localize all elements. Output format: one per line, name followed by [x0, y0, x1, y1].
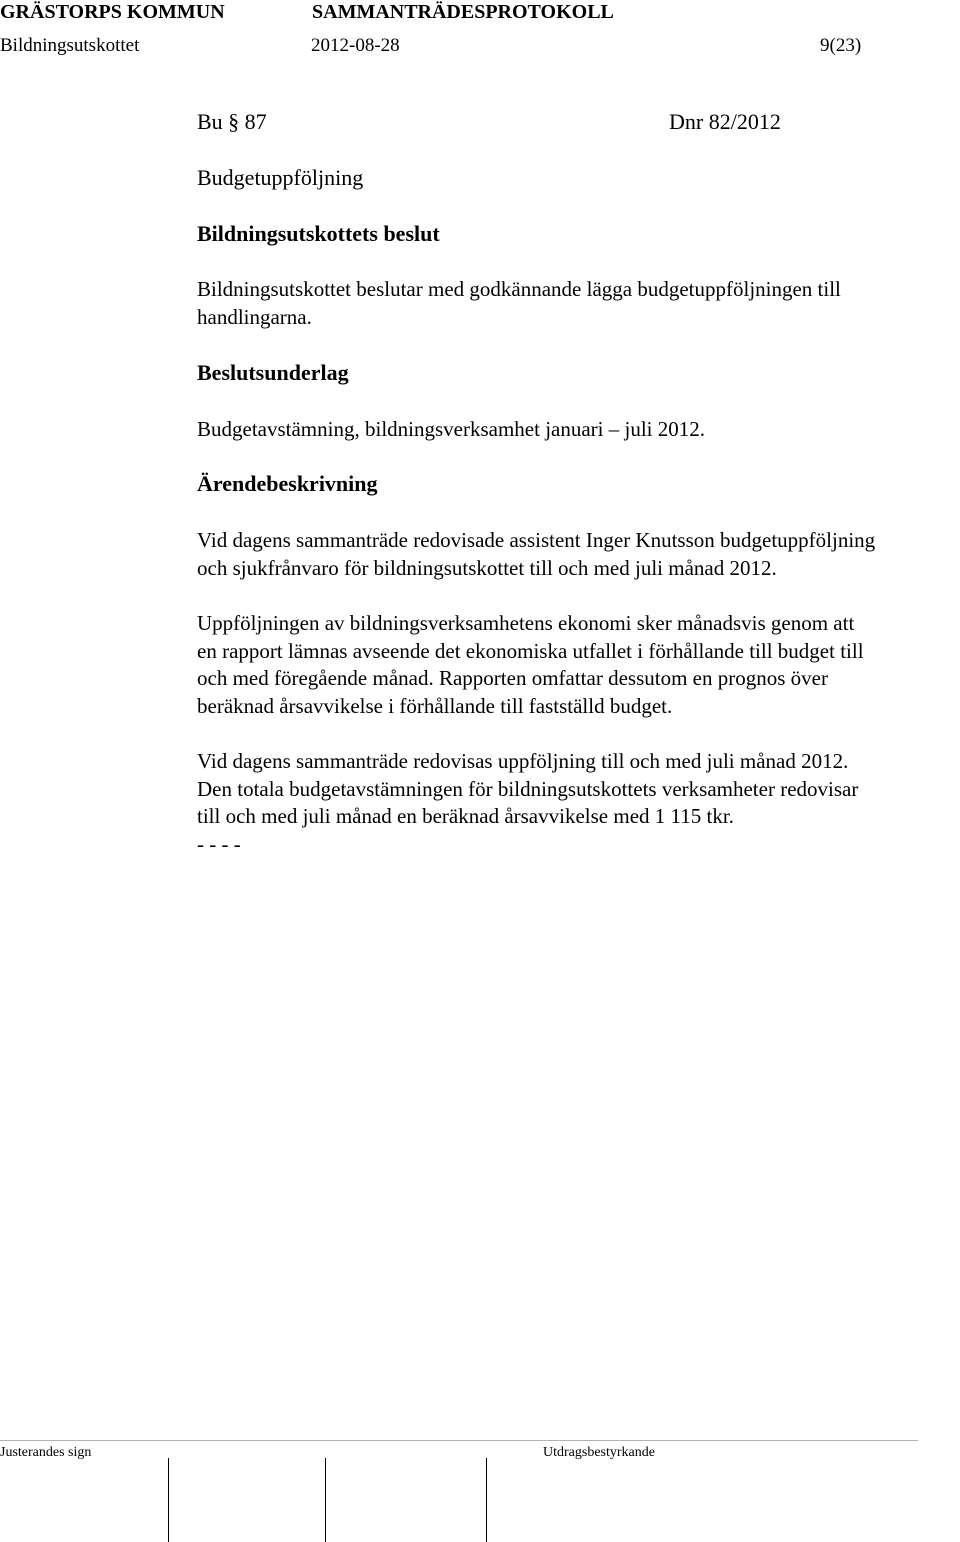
- signature-divider: [325, 1458, 326, 1542]
- paragraph-line: Vid dagens sammanträde redovisas uppföljning till och med juli månad 2012.: [197, 749, 849, 773]
- footer-divider: [0, 1440, 918, 1441]
- signature-divider: [486, 1458, 487, 1542]
- decision-line: handlingarna.: [197, 304, 312, 329]
- basis-text: Budgetavstämning, bildningsverksamhet januari – juli 2012.: [197, 417, 706, 441]
- decision-text: [197, 276, 957, 331]
- paragraph-line: till och med juli månad en beräknad årsavvikelse med 1 115 tkr.: [197, 804, 734, 829]
- description-paragraph-2: [197, 610, 957, 721]
- meeting-date: 2012-08-28: [311, 35, 400, 56]
- paragraph-line: Uppföljningen av bildningsverksamhetens ekonomi sker månadsvis genom att: [197, 611, 855, 635]
- description-paragraph-1: [197, 527, 957, 582]
- municipality-name: GRÄSTORPS KOMMUN: [0, 1, 225, 23]
- dnr-number: Dnr 82/2012: [669, 109, 781, 134]
- signature-divider: [168, 1458, 169, 1542]
- end-mark: - - - -: [197, 832, 241, 857]
- section-number: Bu § 87: [197, 109, 267, 134]
- adjusters-sign-label: Justerandes sign: [0, 1445, 92, 1460]
- decision-heading: Bildningsutskottets beslut: [197, 221, 440, 246]
- paragraph-line: och sjukfrånvaro för bildningsutskottet till och med juli månad 2012.: [197, 555, 777, 580]
- paragraph-line: och med föregående månad. Rapporten omfattar dessutom en prognos över: [197, 666, 828, 691]
- paragraph-line: Den totala budgetavstämningen för bildningsutskottets verksamheter redovisar: [197, 776, 859, 801]
- paragraph-line: Vid dagens sammanträde redovisade assistent Inger Knutsson budgetuppföljning: [197, 528, 876, 552]
- committee-name: Bildningsutskottet: [0, 35, 140, 56]
- document-type: SAMMANTRÄDESPROTOKOLL: [312, 1, 614, 23]
- paragraph-line: beräknad årsavvikelse i förhållande till fastställd budget.: [197, 694, 673, 719]
- extract-certification-label: Utdragsbestyrkande: [543, 1445, 655, 1460]
- page-number: 9(23): [820, 35, 862, 56]
- description-paragraph-3: [197, 748, 957, 859]
- basis-heading: Beslutsunderlag: [197, 360, 349, 385]
- decision-line: Bildningsutskottet beslutar med godkännande lägga budgetuppföljningen till: [197, 277, 841, 301]
- description-heading: Ärendebeskrivning: [197, 471, 378, 496]
- case-title: Budgetuppföljning: [197, 165, 364, 190]
- paragraph-line: en rapport lämnas avseende det ekonomiska utfallet i förhållande till budget till: [197, 638, 864, 663]
